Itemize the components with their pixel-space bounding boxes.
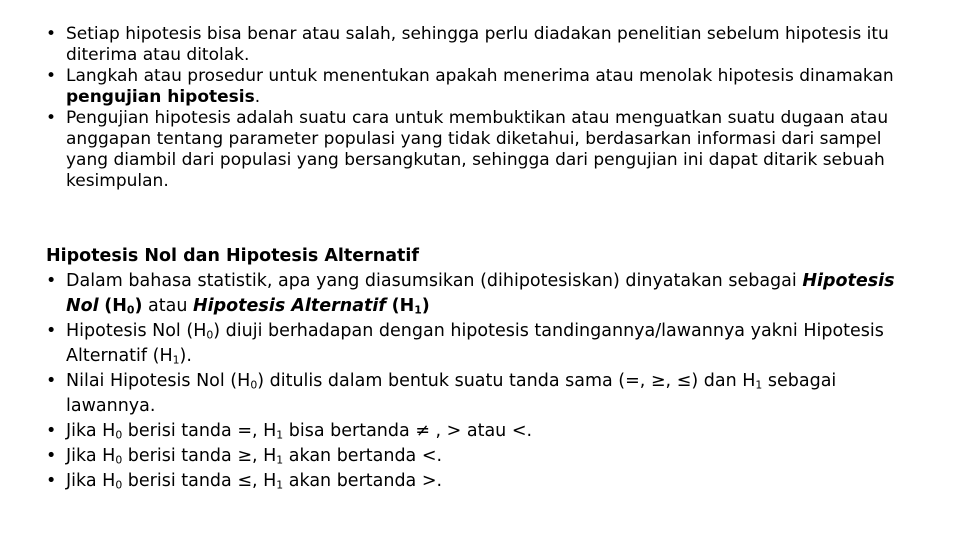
subscript: 1 <box>172 353 180 367</box>
bullet-text: Dalam bahasa statistik, apa yang diasumsikan (dihipotesiskan) dinyatakan sebagai <box>66 271 803 291</box>
list-item <box>46 24 920 66</box>
intro-section <box>46 24 920 192</box>
symbol-h: H <box>237 371 251 391</box>
hypothesis-section <box>46 244 920 494</box>
bullet-text: berisi tanda ≤, <box>122 471 264 491</box>
bullet-text: . <box>254 87 261 107</box>
bullet-icon: • <box>46 271 57 291</box>
list-item <box>46 66 920 108</box>
bullet-text: ) diuji berhadapan dengan hipotesis tandingannya/lawannya yakni Hipotesis Alternatif ( <box>66 321 884 366</box>
subscript: 1 <box>414 303 422 317</box>
bold-term: pengujian hipotesis <box>66 87 255 107</box>
bullet-text: ) ditulis dalam bentuk suatu tanda sama (=, ≥, ≤) dan <box>257 371 743 391</box>
bullet-text: akan bertanda >. <box>283 471 443 491</box>
symbol-h: H <box>742 371 756 391</box>
bullet-text: sebagai lawannya. <box>66 371 837 416</box>
list-item <box>46 269 920 319</box>
subscript: 1 <box>276 478 284 492</box>
symbol-h: H <box>399 296 415 316</box>
bullet-icon: • <box>46 446 57 466</box>
intro-bullet-list <box>46 24 920 192</box>
bullet-text: ). <box>179 346 192 366</box>
symbol-h: H <box>102 446 116 466</box>
subscript: 0 <box>206 328 214 342</box>
symbol-h: H <box>263 421 277 441</box>
section-heading: Hipotesis Nol dan Hipotesis Alternatif <box>46 246 420 266</box>
bullet-text: Jika <box>66 421 103 441</box>
symbol-h: H <box>159 346 173 366</box>
list-item <box>46 419 920 444</box>
subscript: 1 <box>276 428 284 442</box>
bullet-text: Nilai Hipotesis Nol ( <box>66 371 238 391</box>
symbol-h: H <box>112 296 127 316</box>
list-item <box>46 444 920 469</box>
paren: ( <box>391 296 400 316</box>
bullet-icon: • <box>46 66 57 86</box>
subscript: 0 <box>115 478 123 492</box>
bullet-text: berisi tanda ≥, <box>122 446 264 466</box>
bullet-icon: • <box>46 24 57 44</box>
symbol-h: H <box>263 446 277 466</box>
bullet-text: Hipotesis Nol ( <box>66 321 194 341</box>
subscript: 1 <box>276 453 284 467</box>
list-item <box>46 108 920 192</box>
symbol-h: H <box>102 421 116 441</box>
bullet-icon: • <box>46 421 57 441</box>
paren: ) <box>421 296 430 316</box>
paren: ( <box>104 296 113 316</box>
bullet-text: Jika <box>66 446 103 466</box>
bullet-text: Langkah atau prosedur untuk menentukan apakah menerima atau menolak hipotesis dinamakan <box>66 66 894 86</box>
bullet-text: Jika <box>66 471 103 491</box>
bullet-icon: • <box>46 471 57 491</box>
paren: ) <box>134 296 143 316</box>
term-hipotesis-nol: Hipotesis Nol <box>66 271 895 316</box>
bullet-icon: • <box>46 321 57 341</box>
bullet-text: atau <box>142 296 193 316</box>
bullet-text: bisa bertanda ≠ , > atau <. <box>283 421 533 441</box>
bullet-icon: • <box>46 108 57 128</box>
bullet-text: akan bertanda <. <box>283 446 443 466</box>
list-item <box>46 469 920 494</box>
symbol-h: H <box>193 321 207 341</box>
list-item <box>46 319 920 369</box>
term-hipotesis-alternatif: Hipotesis Alternatif <box>192 296 386 316</box>
symbol-h: H <box>102 471 116 491</box>
subscript: 0 <box>126 303 135 317</box>
subscript: 0 <box>115 428 123 442</box>
subscript: 1 <box>755 378 763 392</box>
subscript: 0 <box>250 378 258 392</box>
bullet-icon: • <box>46 371 57 391</box>
bullet-text: Pengujian hipotesis adalah suatu cara untuk membuktikan atau menguatkan suatu dugaan atau anggapan tentang parameter populasi yang tidak diketahui, berdasarkan informasi dari sampel yang diambil dari populasi yang bersangkutan, sehingga dari pengujian ini dapat ditarik sebuah kesimpulan. <box>66 108 889 191</box>
list-item <box>46 369 920 419</box>
bullet-text: Setiap hipotesis bisa benar atau salah, sehingga perlu diadakan penelitian sebelum hipotesis itu diterima atau ditolak. <box>66 24 889 65</box>
hypothesis-bullet-list <box>46 269 920 494</box>
bullet-text: berisi tanda =, <box>122 421 264 441</box>
subscript: 0 <box>115 453 123 467</box>
symbol-h: H <box>263 471 277 491</box>
